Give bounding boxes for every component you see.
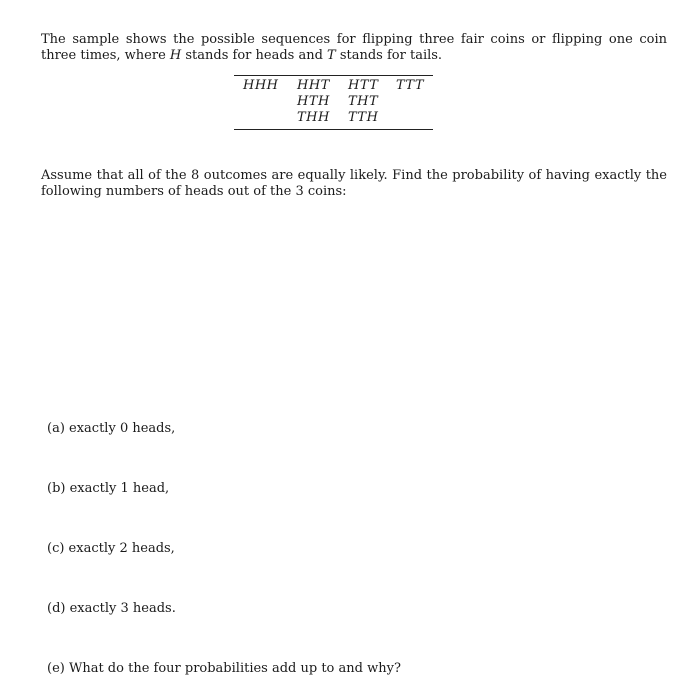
- assumption-paragraph: Assume that all of the 8 outcomes are equally likely. Find the probability of having exactly the following numbers of heads out of the 3 coins:: [41, 168, 667, 199]
- outcome-cell: HHT: [297, 78, 330, 93]
- intro-text-part3: stands for tails.: [335, 48, 443, 63]
- tails-symbol: T: [327, 48, 336, 63]
- question-a: (a) exactly 0 heads,: [47, 421, 176, 436]
- outcome-cell: THH: [297, 110, 330, 125]
- heads-symbol: H: [169, 48, 182, 63]
- question-b: (b) exactly 1 head,: [47, 481, 170, 496]
- question-c: (c) exactly 2 heads,: [47, 541, 175, 556]
- outcome-cell: HTT: [348, 78, 379, 93]
- outcome-cell: TTH: [348, 110, 379, 125]
- outcome-cell: THT: [348, 94, 379, 109]
- intro-paragraph: [41, 32, 667, 64]
- outcome-cell: TTT: [396, 78, 424, 93]
- intro-text-part1: The sample shows the possible sequences for flipping three fair coins or flipping one coin three times, where: [41, 32, 667, 63]
- outcome-cell: HTH: [297, 94, 330, 109]
- outcome-table: [234, 75, 433, 130]
- outcome-cell: HHH: [243, 78, 279, 93]
- question-d: (d) exactly 3 heads.: [47, 601, 176, 616]
- question-e: (e) What do the four probabilities add up to and why?: [47, 661, 401, 676]
- intro-text-part2: stands for heads and: [181, 48, 328, 63]
